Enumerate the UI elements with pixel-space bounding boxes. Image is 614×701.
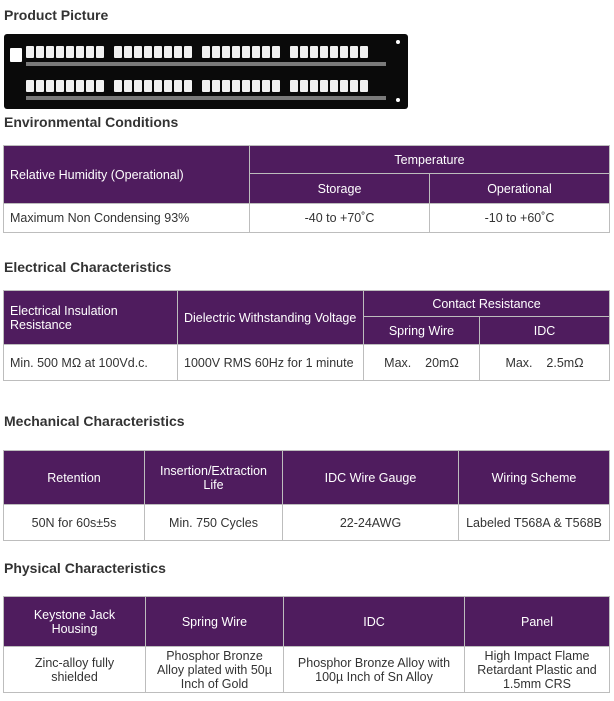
mechanical-table [3, 450, 610, 541]
physical-table [3, 596, 610, 693]
header-storage: Storage [250, 174, 430, 204]
environmental-title: Environmental Conditions [4, 114, 179, 130]
header-insertion-life: Insertion/Extraction Life [145, 451, 283, 505]
mechanical-title: Mechanical Characteristics [4, 413, 185, 429]
environmental-table [3, 145, 610, 233]
header-dielectric-voltage: Dielectric Withstanding Voltage [178, 291, 364, 345]
header-idc-wire-gauge: IDC Wire Gauge [283, 451, 459, 505]
header-operational: Operational [430, 174, 610, 204]
header-contact-resistance: Contact Resistance [364, 291, 610, 317]
electrical-title: Electrical Characteristics [4, 259, 172, 275]
value-keystone-housing: Zinc-alloy fully shielded [4, 647, 146, 693]
value-insertion-life: Min. 750 Cycles [145, 505, 283, 541]
header-spring-wire: Spring Wire [146, 597, 284, 647]
value-dielectric: 1000V RMS 60Hz for 1 minute [178, 345, 364, 381]
brand-logo-icon [10, 48, 22, 62]
header-temperature: Temperature [250, 146, 610, 174]
value-idc: Phosphor Bronze Alloy with 100µ Inch of Sn Alloy [284, 647, 465, 693]
header-relative-humidity: Relative Humidity (Operational) [4, 146, 250, 204]
value-spring-wire: Max. 20mΩ [364, 345, 480, 381]
value-storage: -40 to +70˚C [250, 204, 430, 233]
header-keystone-housing: Keystone Jack Housing [4, 597, 146, 647]
mount-hole-icon [396, 40, 400, 44]
header-wiring-scheme: Wiring Scheme [459, 451, 610, 505]
physical-title: Physical Characteristics [4, 560, 166, 576]
product-picture-title: Product Picture [4, 7, 109, 23]
value-spring-wire: Phosphor Bronze Alloy plated with 50µ Inch of Gold [146, 647, 284, 693]
value-humidity: Maximum Non Condensing 93% [4, 204, 250, 233]
value-operational: -10 to +60˚C [430, 204, 610, 233]
mount-hole-icon [396, 98, 400, 102]
value-insulation: Min. 500 MΩ at 100Vd.c. [4, 345, 178, 381]
header-idc: IDC [284, 597, 465, 647]
patch-panel-image [4, 34, 408, 109]
value-panel: High Impact Flame Retardant Plastic and 1.5mm CRS [465, 647, 610, 693]
value-idc: Max. 2.5mΩ [480, 345, 610, 381]
electrical-table [3, 290, 610, 381]
header-insulation-resistance: Electrical Insulation Resistance [4, 291, 178, 345]
value-idc-wire-gauge: 22-24AWG [283, 505, 459, 541]
header-panel: Panel [465, 597, 610, 647]
header-spring-wire: Spring Wire [364, 317, 480, 345]
header-idc: IDC [480, 317, 610, 345]
value-wiring-scheme: Labeled T568A & T568B [459, 505, 610, 541]
header-retention: Retention [4, 451, 145, 505]
value-retention: 50N for 60s±5s [4, 505, 145, 541]
